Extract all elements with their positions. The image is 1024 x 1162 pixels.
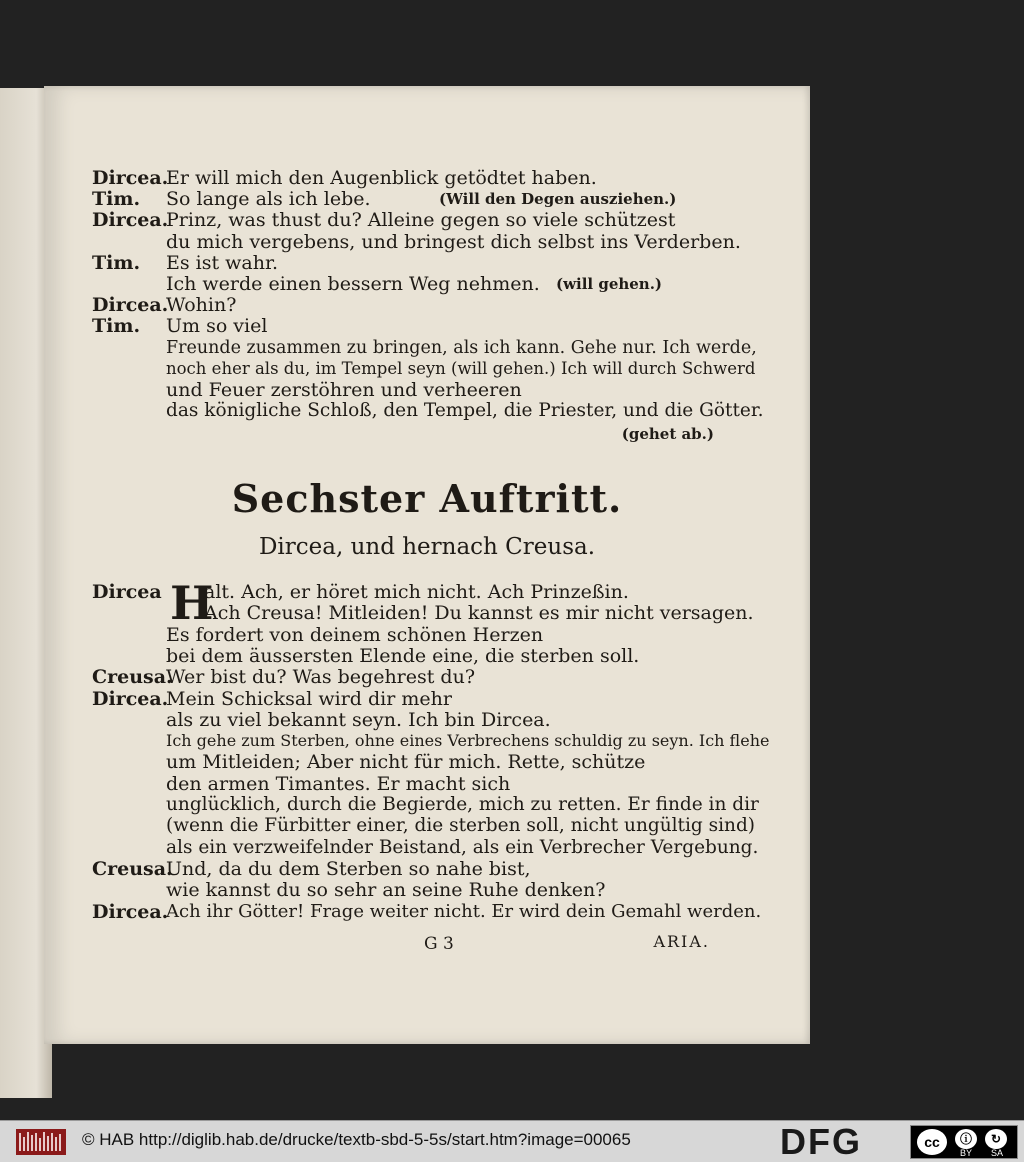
line-text: Es ist wahr. — [166, 251, 279, 274]
speaker-name: Tim. — [92, 315, 141, 338]
line-text: Er will mich den Augenblick getödtet haben. — [166, 167, 597, 189]
dfg-logo[interactable]: DFG — [780, 1121, 862, 1162]
speaker-name: Tim. — [92, 251, 141, 274]
line-text: Um so viel — [166, 315, 268, 338]
line-text: das königliche Schloß, den Tempel, die Priester, und die Götter. — [166, 400, 764, 422]
hab-barcode-icon — [16, 1129, 66, 1155]
line-text: Es fordert von deinem schönen Herzen — [166, 623, 544, 646]
line-text: noch eher als du, im Tempel seyn (will gehen.) Ich will durch Schwerd — [166, 358, 756, 378]
stage-direction-exit — [44, 422, 810, 446]
line-text: um Mitleiden; Aber nicht für mich. Rette, schütze — [166, 751, 646, 774]
line-text: bei dem äussersten Elende eine, die sterben soll. — [166, 644, 640, 667]
line-text: Freunde zusammen zu bringen, als ich kann. Gehe nur. Ich werde, — [166, 337, 757, 358]
line-text: alt. Ach, er höret mich nicht. Ach Prinzeßin. — [204, 581, 629, 603]
stage-direction: (Will den Degen ausziehen.) — [439, 190, 677, 209]
line-text: So lange als ich lebe. — [166, 188, 371, 211]
signature-mark: G 3 — [424, 934, 454, 954]
line-text: Wer bist du? Was begehrest du? — [166, 666, 476, 689]
exit-direction: (gehet ab.) — [621, 425, 714, 443]
line-text: wie kannst du so sehr an seine Ruhe denken? — [166, 879, 606, 902]
dialogue-line — [44, 900, 810, 924]
dialogue-line — [44, 399, 810, 423]
speaker-name: Dircea. — [92, 167, 169, 189]
speaker-name: Dircea. — [92, 209, 169, 232]
speaker-name: Dircea. — [92, 687, 169, 710]
by-label: BY — [960, 1148, 973, 1158]
line-text: den armen Timantes. Er macht sich — [166, 772, 511, 795]
catchword: ARIA. — [653, 932, 710, 951]
line-text: Ich werde einen bessern Weg nehmen. — [166, 273, 540, 295]
cc-license-badge[interactable] — [910, 1125, 1018, 1159]
speaker-name: Dircea. — [92, 294, 169, 317]
line-text: Wohin? — [166, 294, 237, 317]
book-page — [44, 86, 810, 1044]
line-text: als zu viel bekannt seyn. Ich bin Dircea. — [166, 708, 551, 731]
line-text: (wenn die Fürbitter einer, die sterben soll, nicht ungültig sind) — [166, 815, 756, 837]
line-text: Ach ihr Götter! Frage weiter nicht. Er wird dein Gemahl werden. — [166, 900, 762, 922]
viewer-footer — [0, 1120, 1024, 1162]
line-text: du mich vergebens, und bringest dich selbst ins Verderben. — [166, 230, 741, 253]
line-text: Prinz, was thust du? Alleine gegen so viele schützest — [166, 209, 676, 232]
stage-direction: (will gehen.) — [556, 275, 663, 293]
speaker-name: Dircea — [92, 581, 162, 603]
line-text: Ich gehe zum Sterben, ohne eines Verbrechens schuldig zu seyn. Ich flehe — [166, 731, 770, 751]
speaker-name: Creusa. — [92, 857, 173, 880]
speaker-name: Dircea. — [92, 900, 169, 923]
line-text: unglücklich, durch die Begierde, mich zu retten. Er finde in dir — [166, 794, 759, 815]
line-text: als ein verzweifelnder Beistand, als ein Verbrecher Vergebung. — [166, 836, 759, 858]
sa-label: SA — [991, 1148, 1004, 1158]
line-text: und Feuer zerstöhren und verheeren — [166, 379, 522, 401]
speaker-name: Creusa. — [92, 666, 173, 689]
line-text: Und, da du dem Sterben so nahe bist, — [166, 857, 531, 880]
line-text: Ach Creusa! Mitleiden! Du kannst es mir nicht versagen. — [204, 602, 754, 625]
drop-capital: H — [170, 576, 214, 630]
copyright-link[interactable]: © HAB http://diglib.hab.de/drucke/textb-sbd-5-5s/start.htm?image=00065 — [82, 1130, 631, 1149]
share-alike-icon: ↻ — [985, 1129, 1007, 1149]
cc-icon: cc — [917, 1129, 947, 1155]
speaker-name: Tim. — [92, 188, 141, 211]
line-text: Mein Schicksal wird dir mehr — [166, 687, 452, 710]
scene-persons: Dircea, und hernach Creusa. — [258, 534, 596, 560]
scene-title: Sechster Auftritt. — [231, 476, 623, 521]
by-person-icon: ⓘ — [955, 1129, 977, 1149]
